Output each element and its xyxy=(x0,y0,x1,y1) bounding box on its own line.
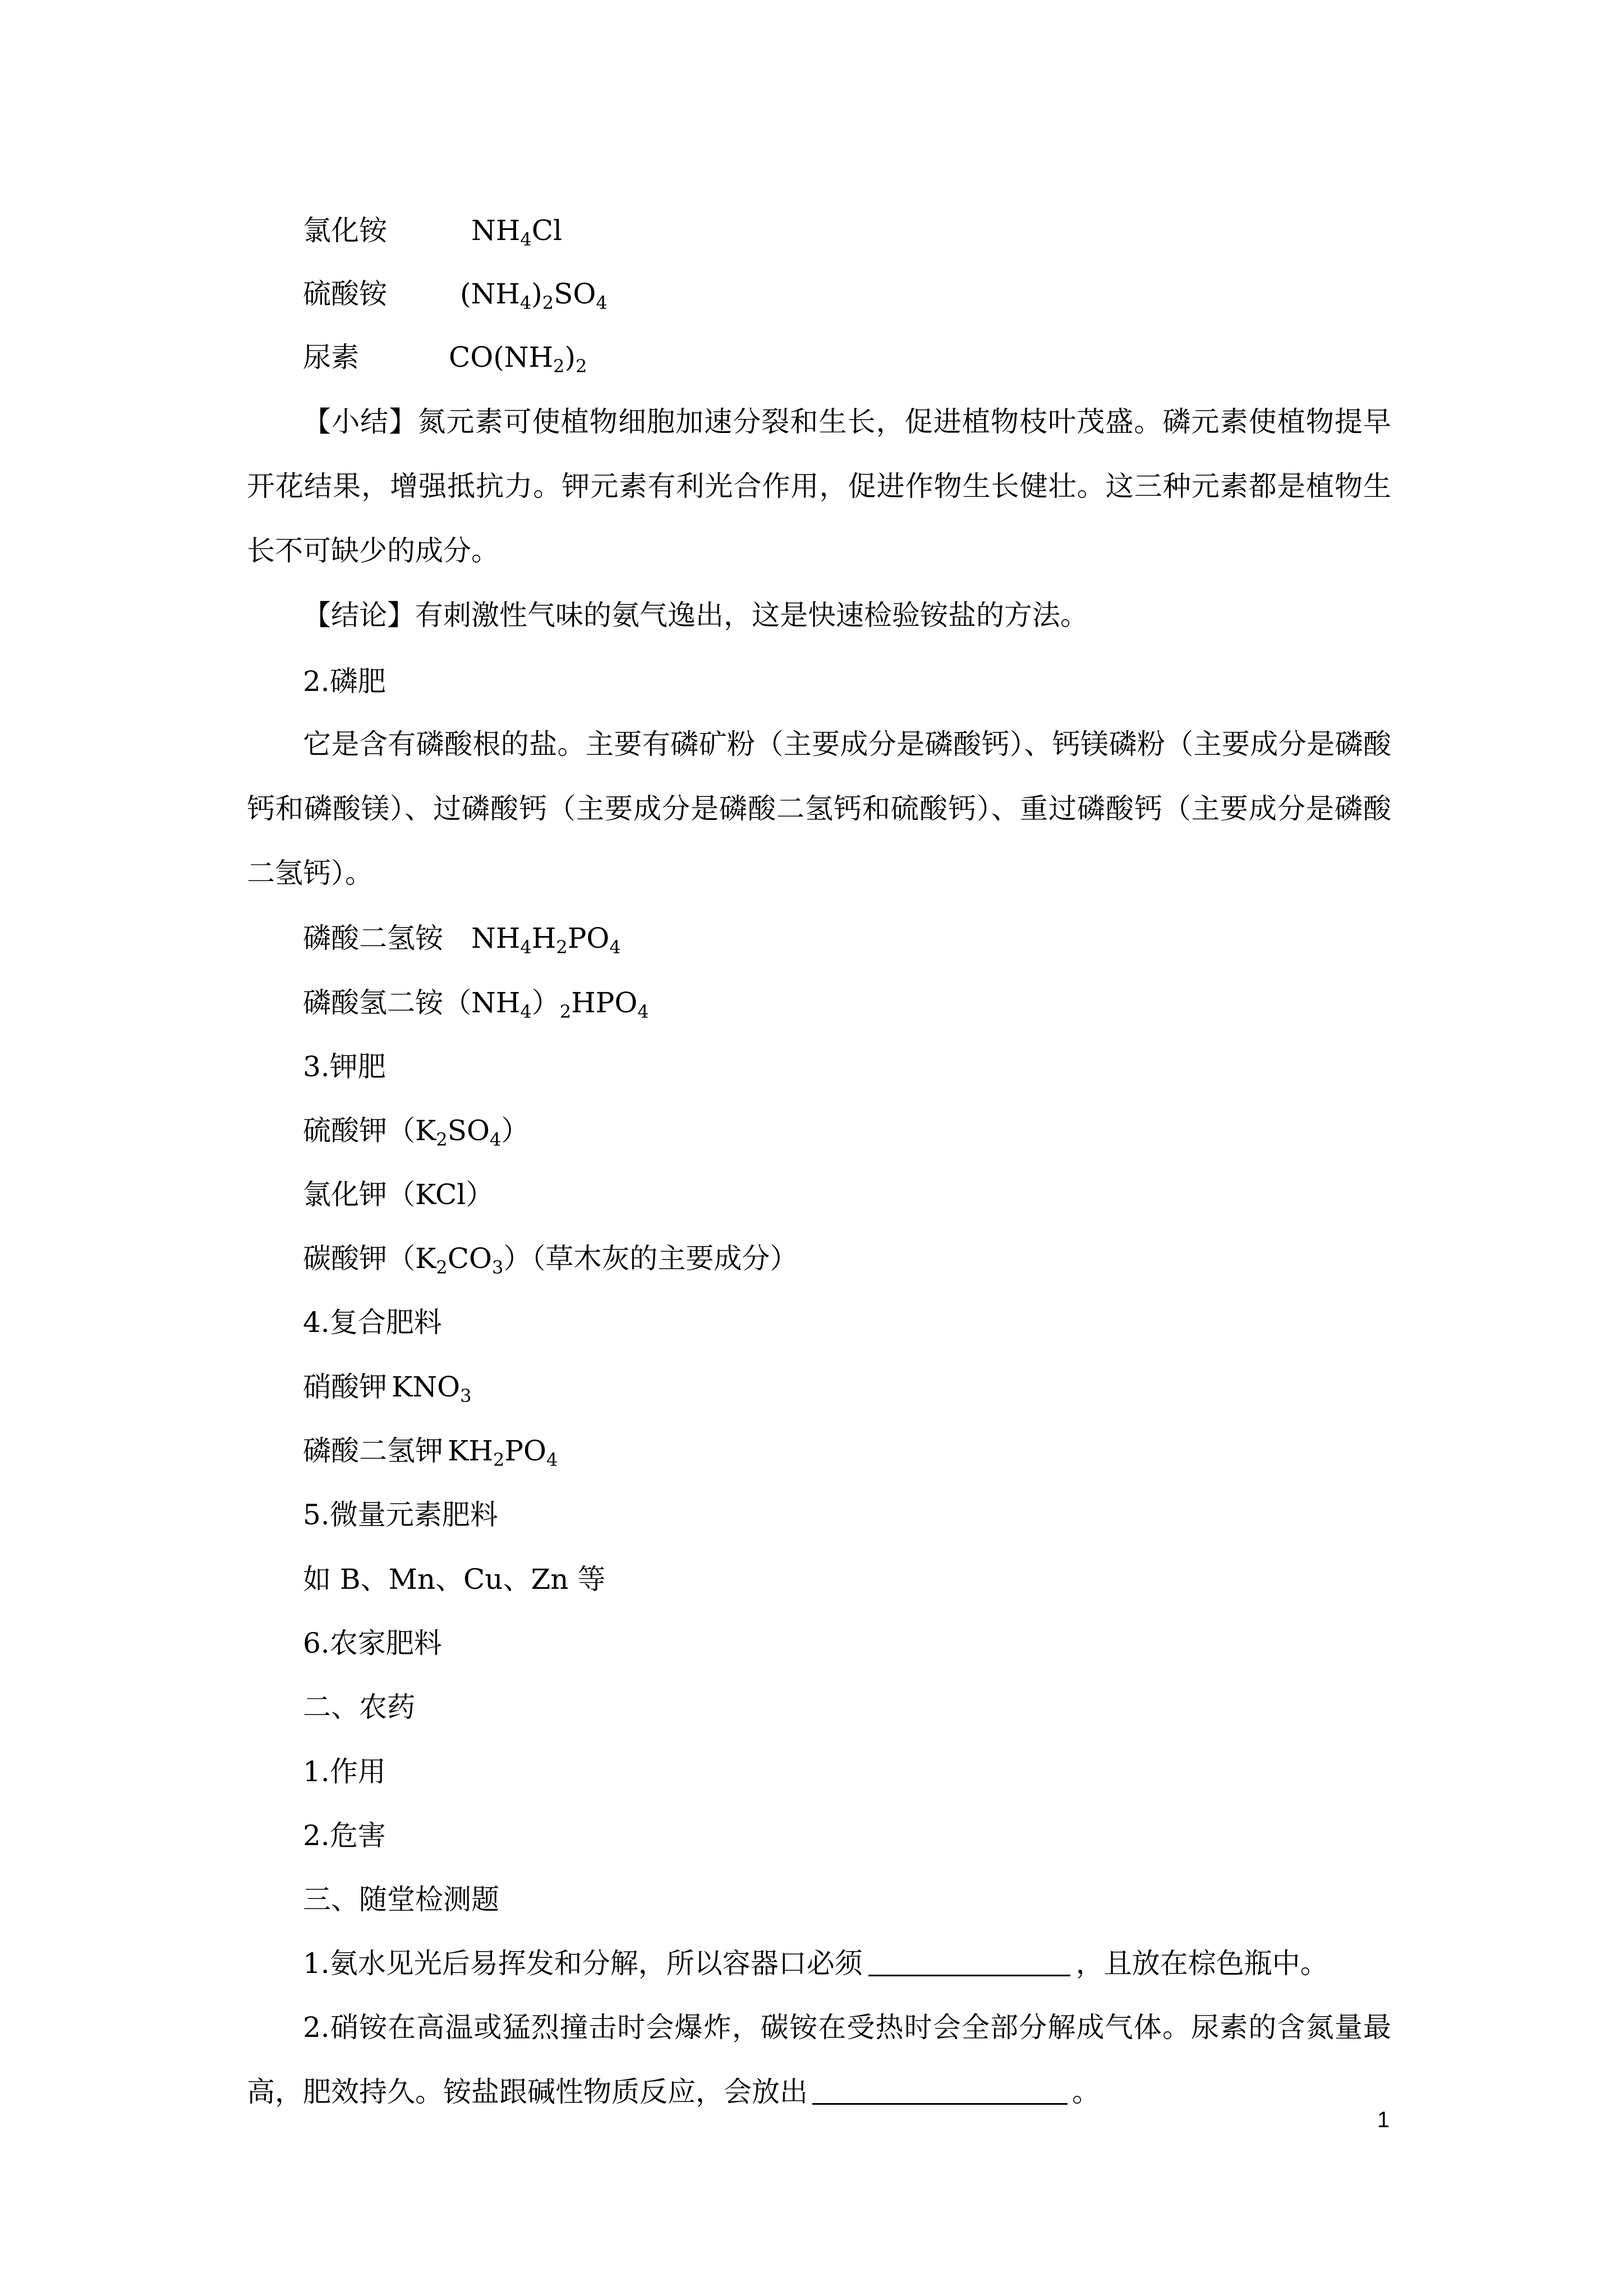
nitrogen-item-ammonium-sulfate xyxy=(303,277,608,311)
compound-name: 氯化铵 xyxy=(303,214,387,247)
quiz-question-2 xyxy=(247,1995,1391,2124)
compound-item-1 xyxy=(303,1370,472,1407)
potash-item-1 xyxy=(303,1114,530,1150)
chemical-formula: $(NH_4)_2SO_4$ xyxy=(460,278,608,313)
section-heading-micro: 5.微量元素肥料 xyxy=(303,1499,498,1531)
question-text-end: 。 xyxy=(1072,2076,1100,2108)
phosphate-item-2 xyxy=(303,986,649,1020)
section-heading-potash: 3.钾肥 xyxy=(303,1050,386,1083)
phosphate-item-1 xyxy=(303,921,621,958)
chemical-formula: $NH_4H_2PO_4$ xyxy=(471,922,621,958)
potash-item-2: 氯化钾（KCl） xyxy=(303,1178,494,1211)
pesticide-item-2: 2.危害 xyxy=(303,1819,386,1852)
conclusion-paragraph: 【结论】有刺激性气味的氨气逸出，这是快速检验铵盐的方法。 xyxy=(303,599,1088,631)
compound-name: 硫酸铵 xyxy=(303,278,387,310)
question-text: 2.硝铵在高温或猛烈撞击时会爆炸，碳铵在受热时会全部分解成气体。尿素的含氮量最高，肥效持久。铵盐跟碱性物质反应，会放出 xyxy=(247,2011,1391,2108)
section-heading-compound: 4.复合肥料 xyxy=(303,1306,442,1339)
compound-name: 硝酸钾 xyxy=(303,1371,387,1403)
page-number: 1 xyxy=(1377,2108,1390,2132)
compound-name: 尿素 xyxy=(303,341,359,374)
phosphate-paragraph: 它是含有磷酸根的盐。主要有磷矿粉（主要成分是磷酸钙）、钙镁磷粉（主要成分是磷酸钙和磷酸镁）、过磷酸钙（主要成分是磷酸二氢钙和硫酸钙）、重过磷酸钙（主要成分是磷酸二氢钙）。 xyxy=(247,728,1391,889)
quiz-question-1 xyxy=(303,1947,1328,1980)
question-text-end: ，且放在棕色瓶中。 xyxy=(1075,1947,1328,1980)
section-heading-phosphate: 2.磷肥 xyxy=(303,665,386,698)
nitrogen-item-ammonium-chloride xyxy=(303,214,562,250)
chemical-formula: $CO(NH_2)_2$ xyxy=(449,341,587,377)
compound-name: 磷酸二氢钾 xyxy=(303,1435,443,1467)
section-heading-pesticide: 二、农药 xyxy=(303,1691,415,1723)
compound-name: 硫酸钾 xyxy=(303,1114,387,1147)
nitrogen-item-urea xyxy=(303,340,587,377)
compound-name: 碳酸钾 xyxy=(303,1242,387,1275)
chemical-formula: $(K_2CO_3)$（草木灰的主要成分） xyxy=(387,1242,798,1278)
answer-blank xyxy=(868,1949,1070,1976)
section-heading-farm: 6.农家肥料 xyxy=(303,1627,442,1659)
chemical-formula: $(NH_4)_2HPO_4$ xyxy=(443,986,649,1022)
question-text: 1.氨水见光后易挥发和分解，所以容器口必须 xyxy=(303,1947,863,1980)
answer-blank xyxy=(812,2077,1068,2105)
summary-paragraph: 【小结】氮元素可使植物细胞加速分裂和生长，促进植物枝叶茂盛。磷元素使植物提早开花结果，增强抵抗力。钾元素有利光合作用，促进作物生长健壮。这三种元素都是植物生长不可缺少的成分。 xyxy=(247,405,1391,567)
compound-item-2 xyxy=(303,1434,558,1468)
chemical-formula: $KH_2PO_4$ xyxy=(448,1435,558,1470)
chemical-formula: $KNO_3$ xyxy=(392,1371,472,1407)
section-heading-quiz: 三、随堂检测题 xyxy=(303,1883,499,1916)
chemical-formula: $(K_2SO_4)$ xyxy=(387,1114,530,1150)
pesticide-item-1: 1.作用 xyxy=(303,1755,386,1788)
micro-text: 如 B、Mn、Cu、Zn 等 xyxy=(303,1563,606,1596)
potash-item-3 xyxy=(303,1242,798,1278)
compound-name: 磷酸氢二铵 xyxy=(303,986,443,1019)
compound-name: 磷酸二氢铵 xyxy=(303,922,443,955)
chemical-formula: $NH_4Cl$ xyxy=(471,214,562,250)
